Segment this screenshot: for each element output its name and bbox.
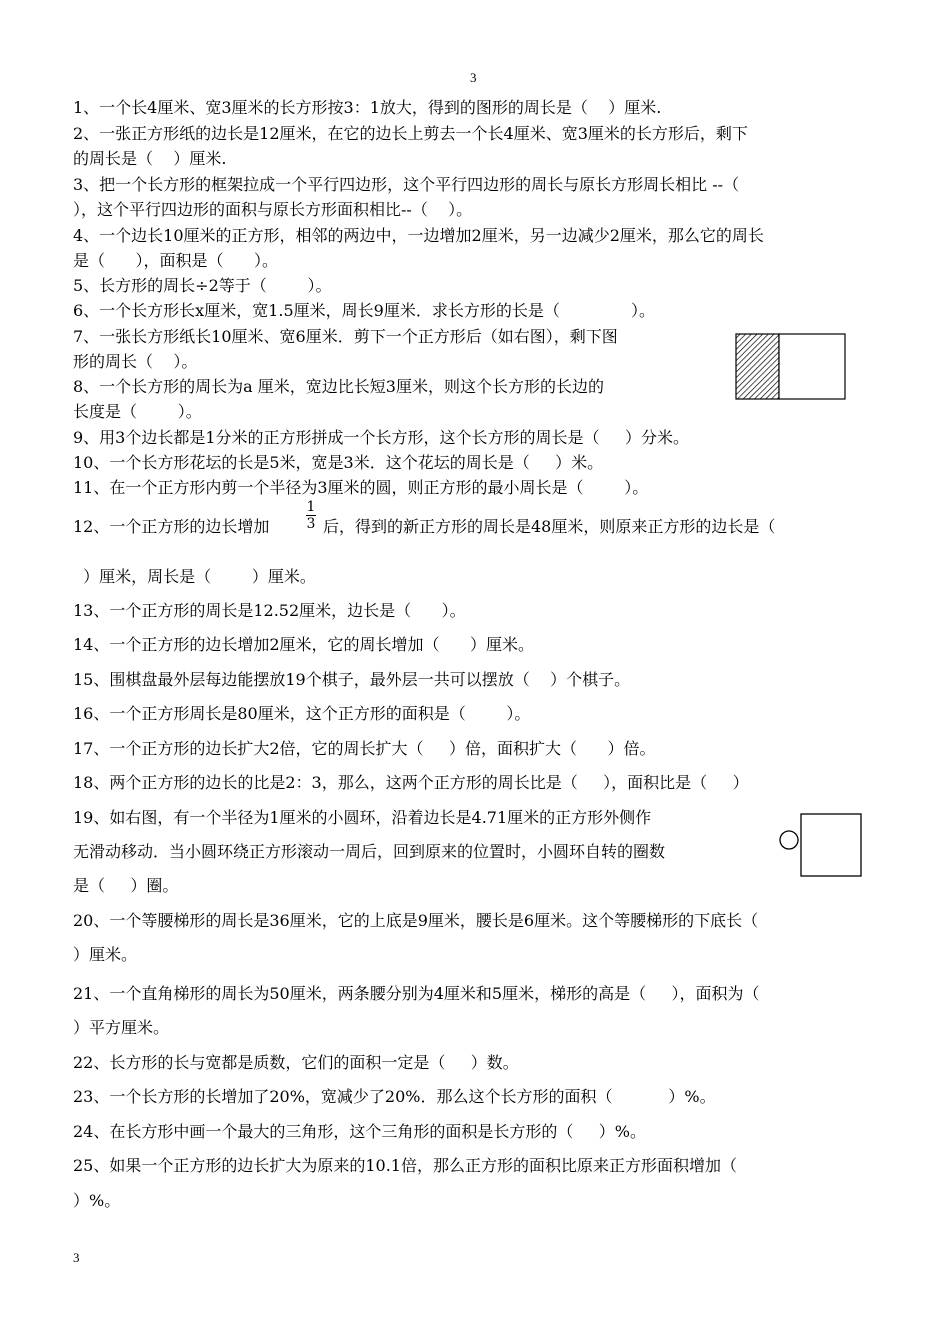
- fraction-denominator: 3: [306, 516, 316, 532]
- q5-line: 5、长方形的周长÷2等于（ ）。: [73, 276, 332, 295]
- q19-line-2: 无滑动移动．当小圆环绕正方形滚动一周后，回到原来的位置时，小圆环自转的圈数: [73, 842, 666, 861]
- q21-line-2: ）平方厘米。: [73, 1018, 170, 1037]
- q2-line-1: 2、一张正方形纸的边长是12厘米，在它的边长上剪去一个长4厘米、宽3厘米的长方形后，剩下: [73, 124, 748, 143]
- q6-line: 6、一个长方形长x厘米，宽1.5厘米，周长9厘米．求长方形的长是（ ）。: [73, 301, 656, 320]
- q16-line: 16、一个正方形周长是80厘米，这个正方形的面积是（ ）。: [73, 704, 531, 723]
- q4-line-2: 是（ ），面积是（ ）。: [73, 251, 279, 270]
- square-shape: [801, 814, 861, 876]
- q7-line-2: 形的周长（ ）。: [73, 352, 198, 371]
- q14-line: 14、一个正方形的边长增加2厘米，它的周长增加（ ）厘米。: [73, 635, 535, 654]
- q12-line-1b: 后，得到的新正方形的周长是48厘米，则原来正方形的边长是（: [323, 517, 776, 536]
- q7-line-1: 7、一张长方形纸长10厘米、宽6厘米．剪下一个正方形后（如右图），剩下图: [73, 327, 618, 346]
- footer-page-number: 3: [73, 1250, 80, 1265]
- q19-line-3: 是（ ）圈。: [73, 876, 179, 895]
- q21-line-1: 21、一个直角梯形的周长为50厘米，两条腰分别为4厘米和5厘米，梯形的高是（ ），面积为（: [73, 984, 760, 1003]
- q8-line-1: 8、一个长方形的周长为a 厘米，宽边比长短3厘米，则这个长方形的长边的: [73, 377, 604, 396]
- q7-figure: [735, 333, 850, 403]
- q8-line-2: 长度是（ ）。: [73, 402, 202, 421]
- q19-figure: [778, 812, 868, 882]
- q1-line: 1、一个长4厘米、宽3厘米的长方形按3：1放大，得到的图形的周长是（ ）厘米.: [73, 98, 662, 117]
- q12-line-2: ）厘米，周长是（ ）厘米。: [73, 567, 316, 586]
- q2-line-2: 的周长是（ ）厘米.: [73, 149, 227, 168]
- q18-line: 18、两个正方形的边长的比是2：3，那么，这两个正方形的周长比是（ ），面积比是（ ）: [73, 773, 749, 792]
- q17-line: 17、一个正方形的边长扩大2倍，它的周长扩大（ ）倍，面积扩大（ ）倍。: [73, 739, 656, 758]
- hatched-square: [736, 334, 779, 399]
- remaining-rectangle: [779, 334, 845, 399]
- q15-line: 15、围棋盘最外层每边能摆放19个棋子，最外层一共可以摆放（ ）个棋子。: [73, 670, 631, 689]
- fraction-numerator: 1: [306, 499, 316, 515]
- q3-line-1: 3、把一个长方形的框架拉成一个平行四边形，这个平行四边形的周长与原长方形周长相比 --（: [73, 175, 740, 194]
- q19-line-1: 19、如右图，有一个半径为1厘米的小圆环，沿着边长是4.71厘米的正方形外侧作: [73, 808, 652, 827]
- q4-line-1: 4、一个边长10厘米的正方形，相邻的两边中，一边增加2厘米，另一边减少2厘米，那么它的周长: [73, 226, 764, 245]
- q9-line: 9、用3个边长都是1分米的正方形拼成一个长方形，这个长方形的周长是（ ）分米。: [73, 428, 689, 447]
- small-ring: [780, 831, 798, 849]
- q24-line: 24、在长方形中画一个最大的三角形，这个三角形的面积是长方形的（ ）%。: [73, 1122, 646, 1141]
- q25-line-2: ）%。: [73, 1191, 121, 1210]
- header-page-number: 3: [470, 70, 477, 85]
- q3-line-2: ），这个平行四边形的面积与原长方形面积相比--（ ）。: [73, 200, 473, 219]
- q12-fraction: [306, 500, 316, 531]
- q11-line: 11、在一个正方形内剪一个半径为3厘米的圆，则正方形的最小周长是（ ）。: [73, 478, 649, 497]
- q23-line: 23、一个长方形的长增加了20%，宽减少了20%．那么这个长方形的面积（ ）%。: [73, 1087, 716, 1106]
- q20-line-1: 20、一个等腰梯形的周长是36厘米，它的上底是9厘米，腰长是6厘米。这个等腰梯形的下底长（: [73, 911, 759, 930]
- q13-line: 13、一个正方形的周长是12.52厘米，边长是（ ）。: [73, 601, 466, 620]
- q20-line-2: ）厘米。: [73, 945, 138, 964]
- q12-line-1a: 12、一个正方形的边长增加: [73, 517, 270, 536]
- q25-line-1: 25、如果一个正方形的边长扩大为原来的10.1倍，那么正方形的面积比原来正方形面积增加（: [73, 1156, 737, 1175]
- q10-line: 10、一个长方形花坛的长是5米，宽是3米．这个花坛的周长是（ ）米。: [73, 453, 604, 472]
- q22-line: 22、长方形的长与宽都是质数，它们的面积一定是（ ）数。: [73, 1053, 519, 1072]
